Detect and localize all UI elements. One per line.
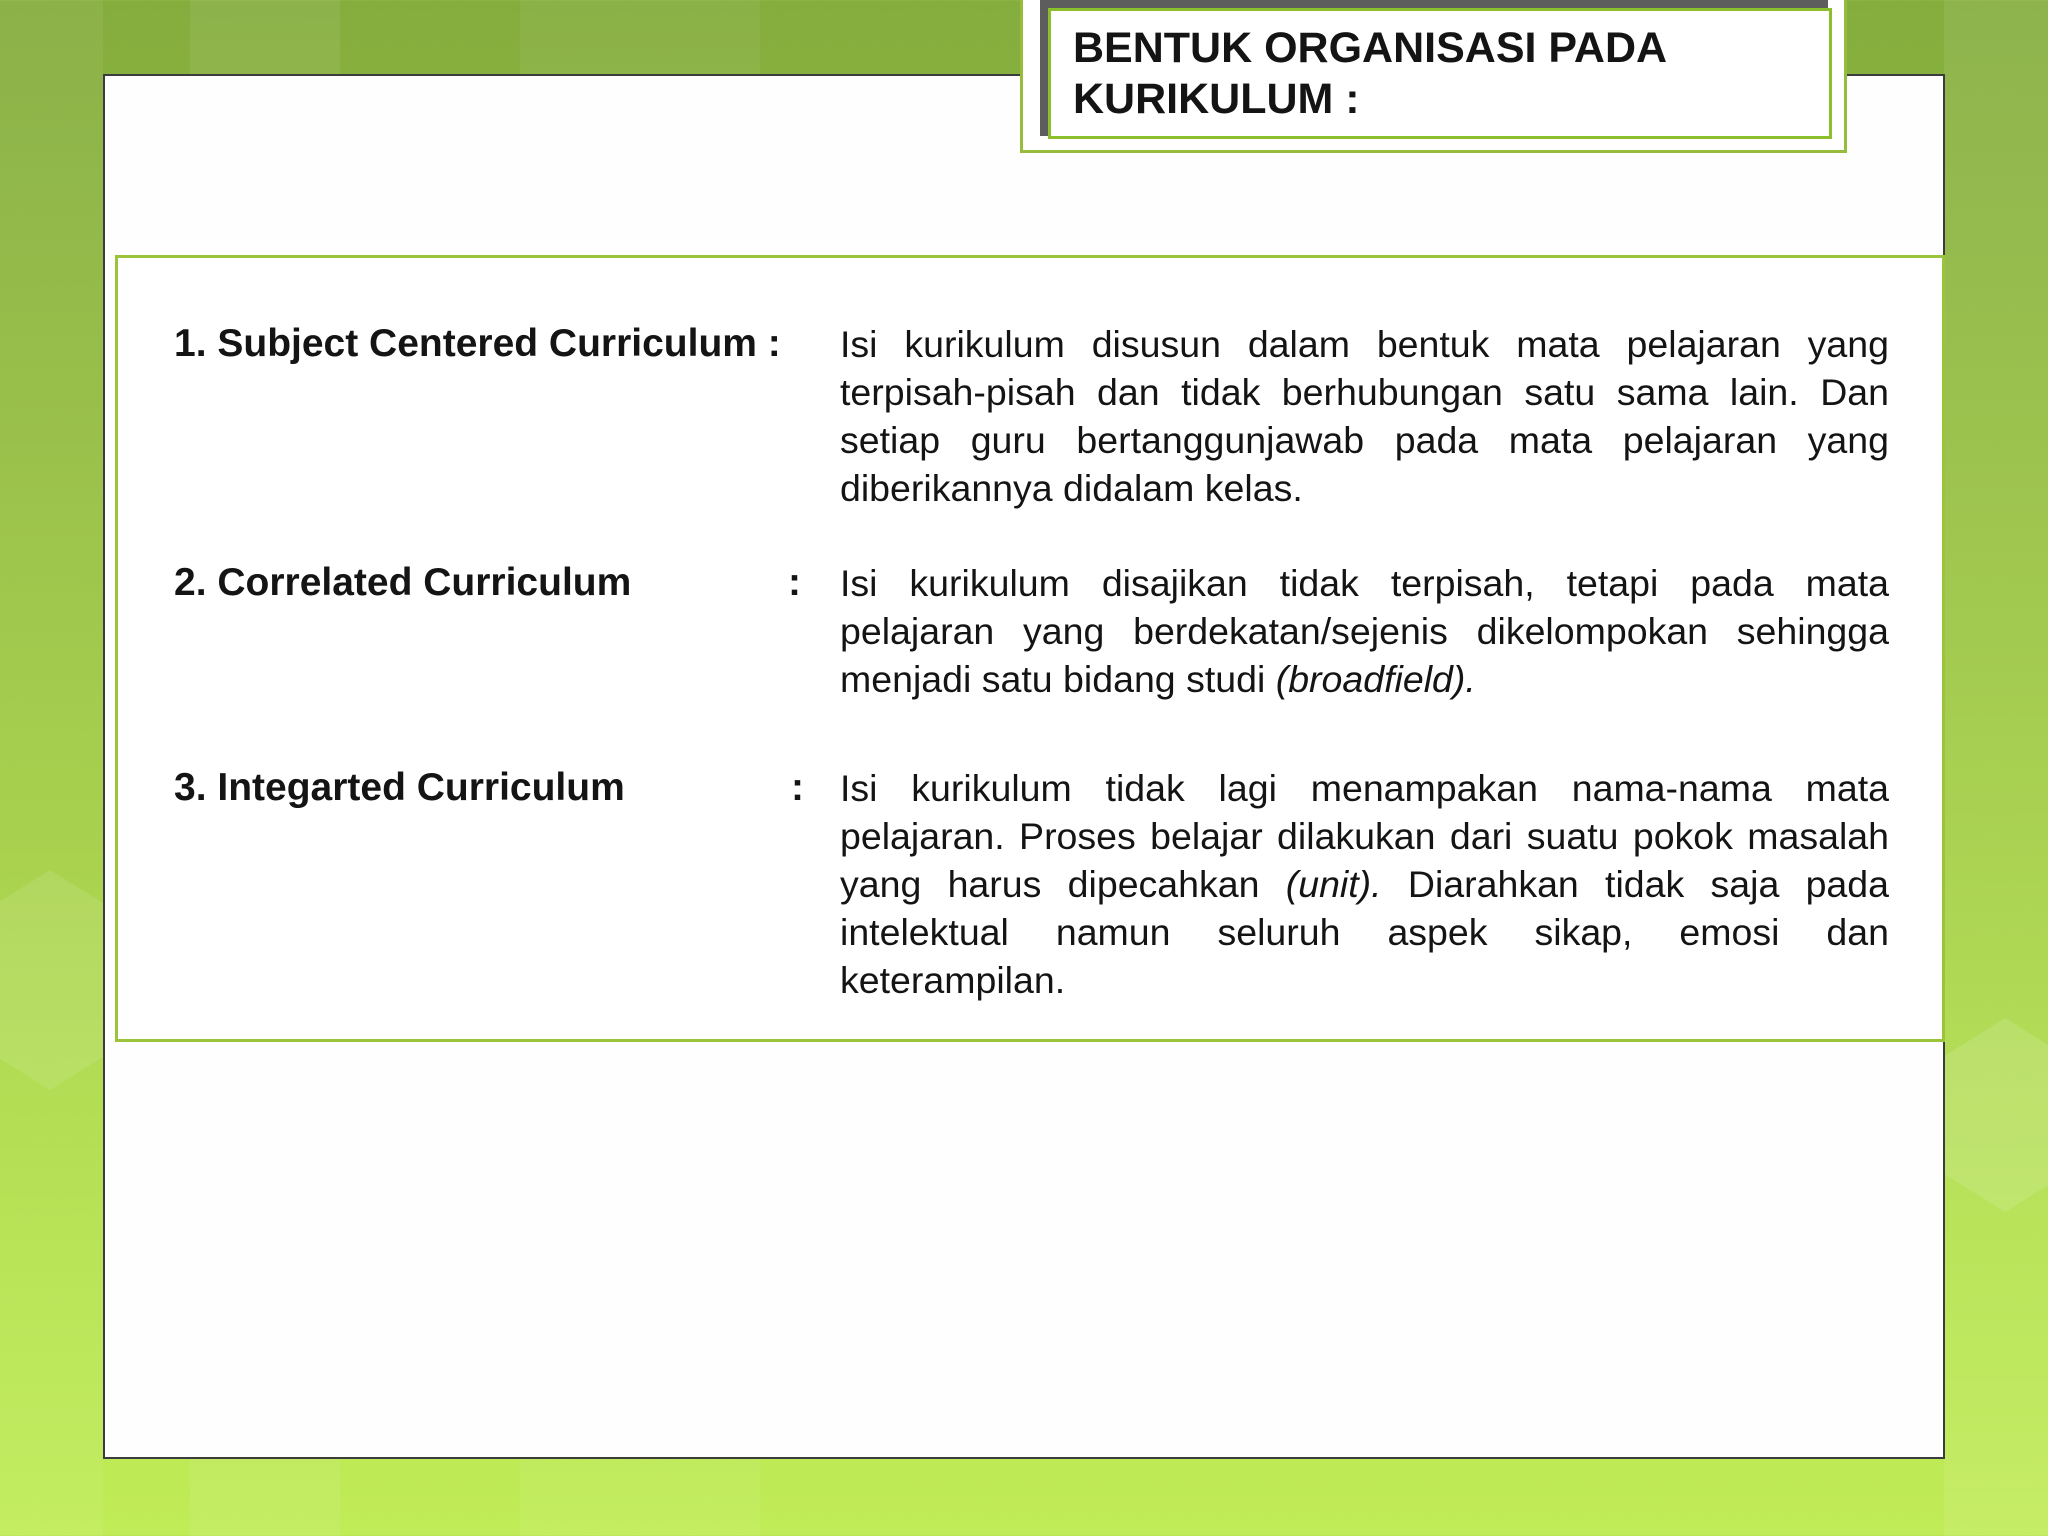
item-colon: : — [788, 561, 801, 604]
description-italic-text: (broadfield). — [1275, 658, 1476, 700]
item-term-correlated: 2. Correlated Curriculum — [174, 561, 632, 604]
background-hexagon-decoration — [1930, 1010, 2048, 1220]
description-italic-text: (unit). — [1285, 863, 1382, 905]
description-text: Diarahkan tidak saja pada intelektual namun seluruh aspek sikap, emosi dan keterampilan. — [840, 863, 1889, 1001]
background-stripe — [1944, 0, 2048, 1536]
item-term-integrated: 3. Integarted Curriculum — [174, 766, 625, 809]
description-text: Isi kurikulum disusun dalam bentuk mata pelajaran yang terpisah-pisah dan tidak berhubungan satu sama lain. Dan setiap guru bertanggunjawab pada mata pelajaran yang diberikannya didalam kelas. — [840, 323, 1889, 509]
background-stripe — [0, 0, 103, 1536]
item-term-subject-centered: 1. Subject Centered Curriculum : — [174, 322, 781, 365]
description-text: Isi kurikulum disajikan tidak terpisah, tetapi pada mata pelajaran yang berdekatan/sejenis dikelompokan sehingga menjadi satu bidang studi — [840, 562, 1889, 700]
description-text: Isi kurikulum tidak lagi menampakan nama-nama mata pelajaran. Proses belajar dilakukan dari suatu pokok masalah yang harus dipecahkan — [840, 767, 1889, 905]
slide-title: BENTUK ORGANISASI PADA KURIKULUM : — [1073, 24, 1666, 123]
item-description-integrated — [840, 764, 1889, 1004]
title-box — [1048, 8, 1832, 139]
item-colon: : — [791, 766, 804, 809]
item-description-correlated — [840, 559, 1889, 703]
item-description-subject-centered — [840, 320, 1889, 512]
